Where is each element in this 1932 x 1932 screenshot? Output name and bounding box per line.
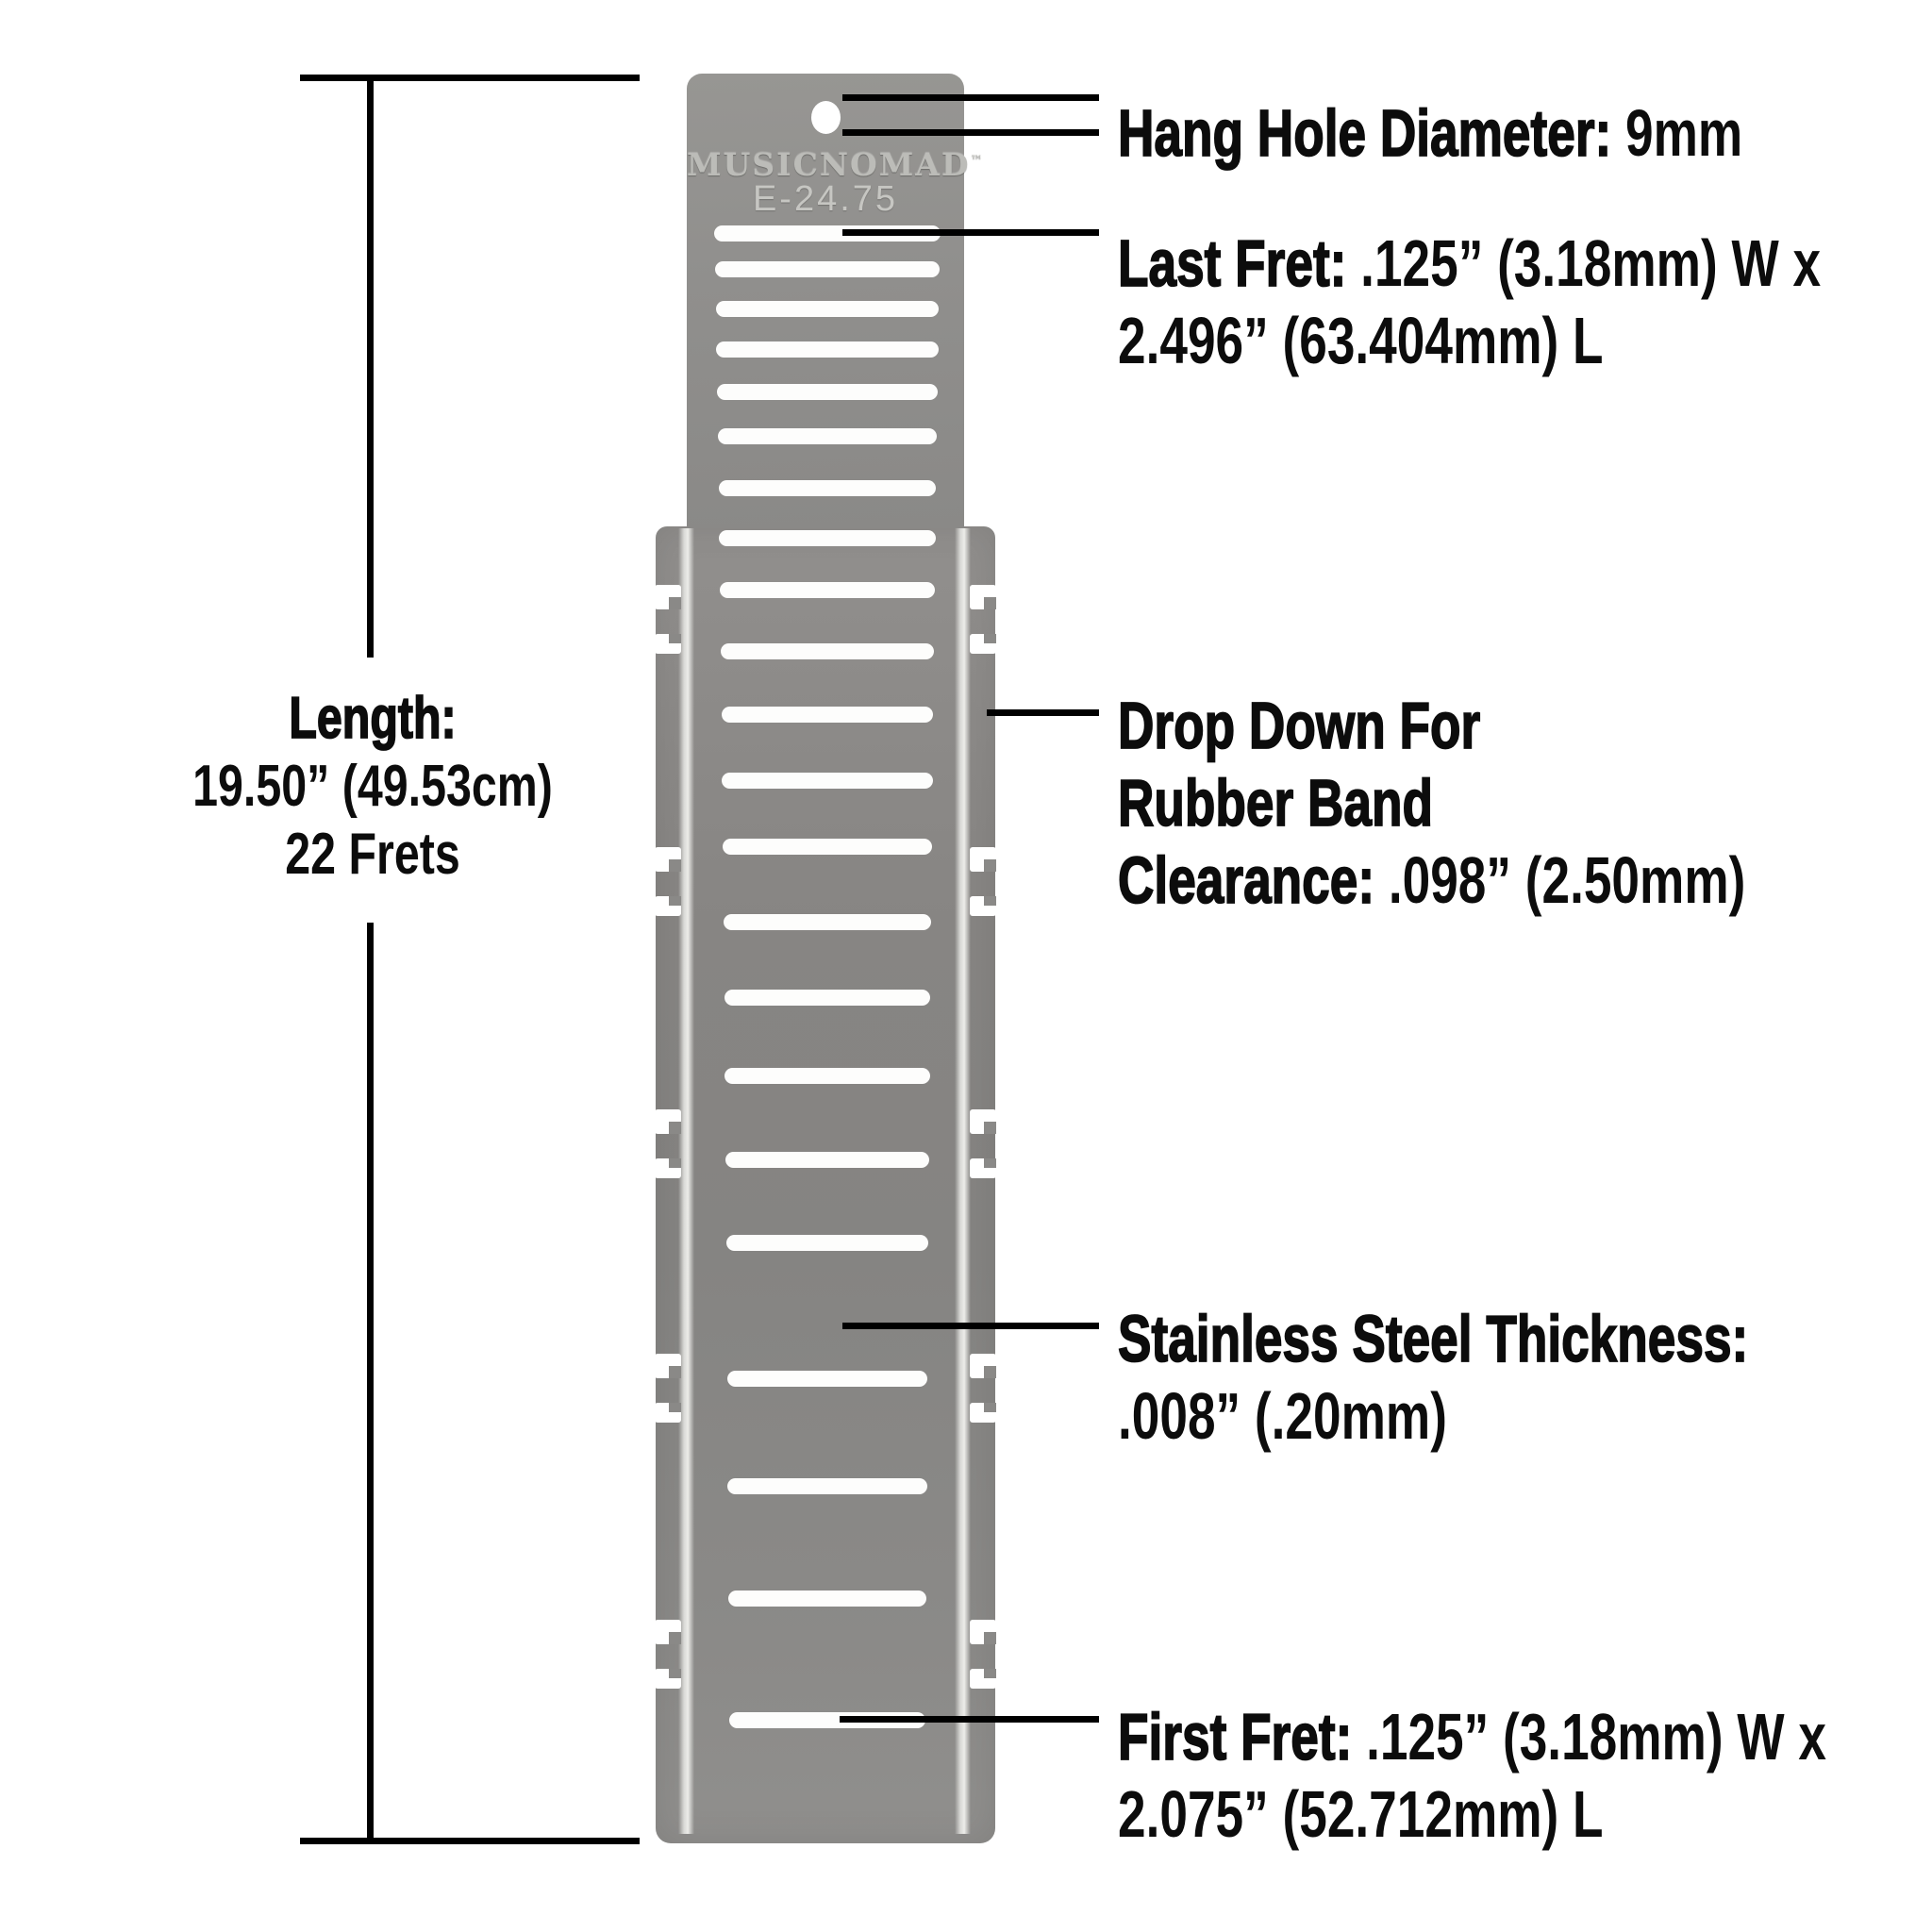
fret-slot-16: [724, 1068, 929, 1084]
fret-slot-7: [719, 480, 937, 496]
last-fret-value-line1: .125” (3.18mm) W x: [1346, 226, 1822, 300]
first-fret-value-line2: 2.075” (52.712mm) L: [1118, 1777, 1604, 1851]
hang-hole: [811, 101, 841, 134]
length-vertical-line-upper: [367, 75, 374, 658]
fret-slot-11: [722, 707, 934, 723]
drop-down-notch-tab-3-0-a: [669, 1366, 681, 1378]
fret-slot-13: [723, 839, 932, 855]
drop-down-notch-tab-4-1-b: [984, 1669, 996, 1678]
brand-engraving: [687, 146, 983, 183]
last-fret-value-line2: 2.496” (63.404mm) L: [1118, 304, 1604, 377]
drop-down-notch-tab-0-1-a: [984, 597, 996, 609]
brand-text: MUSICNOMAD: [687, 146, 971, 183]
length-value: 19.50” (49.53cm): [192, 754, 553, 819]
drop-down-line1: Drop Down For: [1118, 689, 1481, 762]
drop-down-notch-tab-1-0-a: [669, 859, 681, 872]
thickness-callout-line: [842, 1323, 1099, 1329]
drop-down-notch-tab-4-0-a: [669, 1632, 681, 1644]
drop-down-notch-tab-0-0-a: [669, 597, 681, 609]
drop-down-callout-text: [1118, 687, 1745, 919]
fret-slot-17: [725, 1152, 929, 1168]
first-fret-label: First Fret:: [1118, 1700, 1353, 1774]
fret-slot-18: [726, 1235, 928, 1251]
hang-hole-value: 9mm: [1611, 96, 1743, 170]
fret-slot-4: [716, 341, 938, 358]
thickness-value: .008” (.20mm): [1118, 1379, 1447, 1453]
drop-down-notch-tab-2-1-a: [984, 1122, 996, 1134]
drop-down-notch-tab-4-0-b: [669, 1669, 681, 1678]
drop-down-notch-tab-0-1-b: [984, 634, 996, 643]
drop-down-notch-tab-2-1-b: [984, 1158, 996, 1168]
thickness-callout-text: [1118, 1300, 1748, 1455]
fret-slot-2: [715, 261, 940, 277]
length-dimension-text: [177, 685, 567, 889]
drop-down-notch-tab-1-1-a: [984, 859, 996, 872]
length-top-tick: [300, 75, 640, 81]
drop-down-notch-tab-3-0-b: [669, 1403, 681, 1412]
fret-slot-14: [724, 914, 931, 930]
fret-slot-21: [728, 1591, 926, 1607]
fret-slot-3: [716, 301, 940, 317]
drop-down-clearance-label: Clearance:: [1118, 843, 1375, 917]
first-fret-callout-line: [840, 1716, 1099, 1723]
length-frets: 22 Frets: [285, 822, 460, 887]
drop-down-callout-line: [987, 709, 1099, 716]
first-fret-callout-text: [1118, 1698, 1826, 1853]
drop-down-notch-tab-0-0-b: [669, 634, 681, 643]
fret-slot-19: [727, 1371, 928, 1387]
drop-down-line2: Rubber Band: [1118, 766, 1433, 840]
drop-down-clearance-value: .098” (2.50mm): [1374, 843, 1746, 917]
fret-slot-6: [718, 428, 937, 444]
fret-slot-15: [724, 990, 931, 1006]
last-fret-label: Last Fret:: [1118, 226, 1347, 300]
right-edge-highlight: [955, 528, 971, 1834]
drop-down-notch-tab-3-1-a: [984, 1366, 996, 1378]
fret-slot-10: [721, 643, 934, 659]
fret-slot-20: [727, 1478, 926, 1494]
fret-slot-12: [722, 773, 932, 789]
drop-down-notch-tab-4-1-a: [984, 1632, 996, 1644]
drop-down-notch-tab-2-0-b: [669, 1158, 681, 1168]
thickness-label: Stainless Steel Thickness:: [1118, 1302, 1749, 1375]
drop-down-notch-tab-2-0-a: [669, 1122, 681, 1134]
first-fret-value-line1: .125” (3.18mm) W x: [1352, 1700, 1826, 1774]
last-fret-callout-line: [842, 229, 1099, 236]
fret-slot-8: [719, 530, 935, 546]
drop-down-notch-tab-1-1-b: [984, 896, 996, 906]
drop-down-notch-tab-1-0-b: [669, 896, 681, 906]
length-label: Length:: [289, 686, 457, 751]
fret-slot-5: [717, 384, 938, 400]
hang-hole-callout-line-top: [842, 94, 1099, 101]
length-vertical-line-lower: [367, 923, 374, 1844]
length-bottom-tick: [300, 1838, 640, 1844]
drop-down-notch-tab-3-1-b: [984, 1403, 996, 1412]
fret-guard-lower-body: [656, 526, 995, 1843]
trademark-symbol: ™: [970, 154, 983, 168]
model-engraving: E-24.75: [752, 179, 899, 219]
hang-hole-label: Hang Hole Diameter:: [1118, 96, 1612, 170]
hang-hole-callout-line-bottom: [842, 129, 1099, 136]
last-fret-callout-text: [1118, 225, 1821, 379]
hang-hole-callout-text: [1118, 94, 1742, 172]
fret-slot-9: [720, 582, 935, 598]
